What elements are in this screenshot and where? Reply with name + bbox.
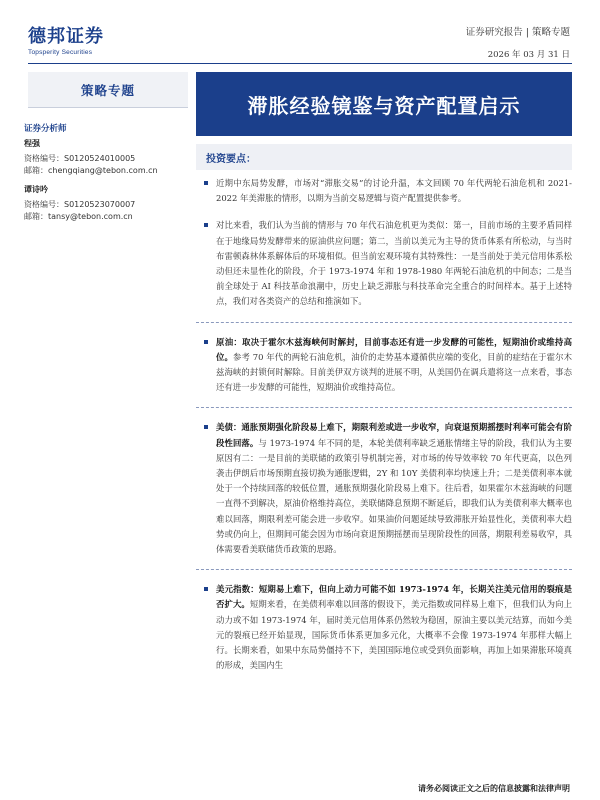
section-divider <box>196 322 572 323</box>
analyst-heading: 证券分析师 <box>24 124 67 134</box>
footer-disclaimer: 请务必阅读正文之后的信息披露和法律声明 <box>418 783 570 793</box>
analyst-entry <box>24 138 194 176</box>
analyst-entry <box>24 184 194 222</box>
analyst-email[interactable]: 邮箱：tansy@tebon.com.cn <box>24 211 133 221</box>
category-label: 策略专题 <box>80 82 135 98</box>
header-separator: | <box>525 27 529 38</box>
bullet-text: 对比来看，我们认为当前的情形与 70 年代石油危机更为类似：第一，目前市场的主要矛盾同样在于地缘局势发酵带来的原油供应问题；第二，当前以美元为主导的货币体系有所松动，与当时布雷顿森林体系解体后的环境相似。但当前宏观环境有其特殊性：一是当前处于美元信用体系松动但还未显性化的阶段，介于 1973-1974 年和 1978-1980 年两轮石油危机的中间态；二是当前全球处于 AI 科技革命浪潮中，历史上缺乏滞胀与科技革命完全重合的时间样本。基于上述特点，我们对各类资产的总结和推演如下。 <box>216 220 572 307</box>
report-category: 策略专题 <box>531 27 570 38</box>
brand-name-en: Topsperity Securities <box>28 49 93 56</box>
section-divider <box>196 407 572 408</box>
bullet-item <box>196 176 572 206</box>
title-band <box>196 72 572 136</box>
key-points-label: 投资要点： <box>206 153 256 165</box>
brand-name-cn: 德邦证券 <box>28 26 104 47</box>
analyst-cert: 资格编号：S0120524010005 <box>24 154 136 163</box>
bullet-item <box>196 218 572 309</box>
analyst-email[interactable]: 邮箱：chengqiang@tebon.com.cn <box>24 165 158 175</box>
bullet-text: 短期来看，在美债利率难以回落的假设下，美元指数或同样易上难下，但我们认为向上动力或不如 1973-1974 年，届时美元信用体系仍然较为稳固，原油主要以美元结算，而如今美元的裂痕已经开始显现，国际货币体系更加多元化，大概率不会像 1973-1974 年那样大幅上行。长期来看，如果中东局势僵持不下，美国国际地位或受到负面影响，再加上如果滞胀环境真的形成，美国内生 <box>216 599 573 671</box>
section-divider <box>196 569 572 570</box>
bullet-item <box>196 582 572 673</box>
bullet-text: 近期中东局势发酵，市场对“滞胀交易”的讨论升温，本文回顾 70 年代两轮石油危机和 2021-2022 年美滞胀的情形，以期为当前交易逻辑与资产配置提供参考。 <box>216 178 572 204</box>
bullet-lead: 美债：通胀预期强化阶段易上难下，期限利差或进一步收窄，向衰退预期摇摆时利率可能会有阶段性回落。 <box>216 422 572 448</box>
bullet-item <box>196 420 572 557</box>
brand-logo <box>28 22 104 56</box>
analyst-cert: 资格编号：S0120523070007 <box>24 200 136 209</box>
report-date: 2026 年 03 月 31 日 <box>487 50 570 60</box>
category-box <box>28 72 188 108</box>
page-title: 滞胀经验镜鉴与资产配置启示 <box>247 93 521 118</box>
bullet-text: 与 1973-1974 年不同的是，本轮美债利率缺乏通胀情绪主导的阶段，我们认为主要原因有二：一是目前的美联储的政策引导机制完善，对市场的传导效率较 70 年代更高，以色列袭击伊朗后市场预期直接切换为通胀逻辑，2Y 和 10Y 美债利率均快速上升；二是美债利率本就处于一个持续回落的较低位置，通胀预期强化阶段易上难下。往后看，如果霍尔木兹海峡的问题一直得不到解决，原油价格维持高位，美联储降息预期不断延后，即我们认为美债利率大概率也难以回落，期限利差可能会进一步收窄。如果油价问题延续导致滞胀开始显性化，美债利率大趋势或仍向上，但期间可能会因为市场向衰退预期摇摆而呈现阶段性的回落，期限利差易收窄，具体需要看美联储货币政策的思路。 <box>216 437 573 555</box>
key-points-header <box>196 144 572 170</box>
key-points-content <box>196 176 572 685</box>
bullet-item <box>196 335 572 396</box>
analyst-name: 谭诗吟 <box>24 185 48 194</box>
report-type: 证券研究报告 <box>465 27 523 38</box>
report-type-header <box>466 24 570 38</box>
header-divider <box>28 63 572 64</box>
bullet-lead: 原油：取决于霍尔木兹海峡何时解封，目前事态还有进一步发酵的可能性，短期油价或维持高位。 <box>216 336 572 362</box>
analyst-section <box>24 122 194 230</box>
bullet-lead: 美元指数：短期易上难下，但向上动力可能不如 1973-1974 年，长期关注美元信用的裂痕是否扩大。 <box>216 584 572 610</box>
analyst-name: 程强 <box>24 139 40 148</box>
bullet-text: 参考 70 年代的两轮石油危机，油价的走势基本遵循供应端的变化，目前的症结在于霍尔木兹海峡的封锁何时解除。目前美伊双方谈判的进展不明，从美国仍在调兵遣将这一点来看，事态还有进一步发酵的可能性，短期油价或维持高位。 <box>216 351 572 393</box>
